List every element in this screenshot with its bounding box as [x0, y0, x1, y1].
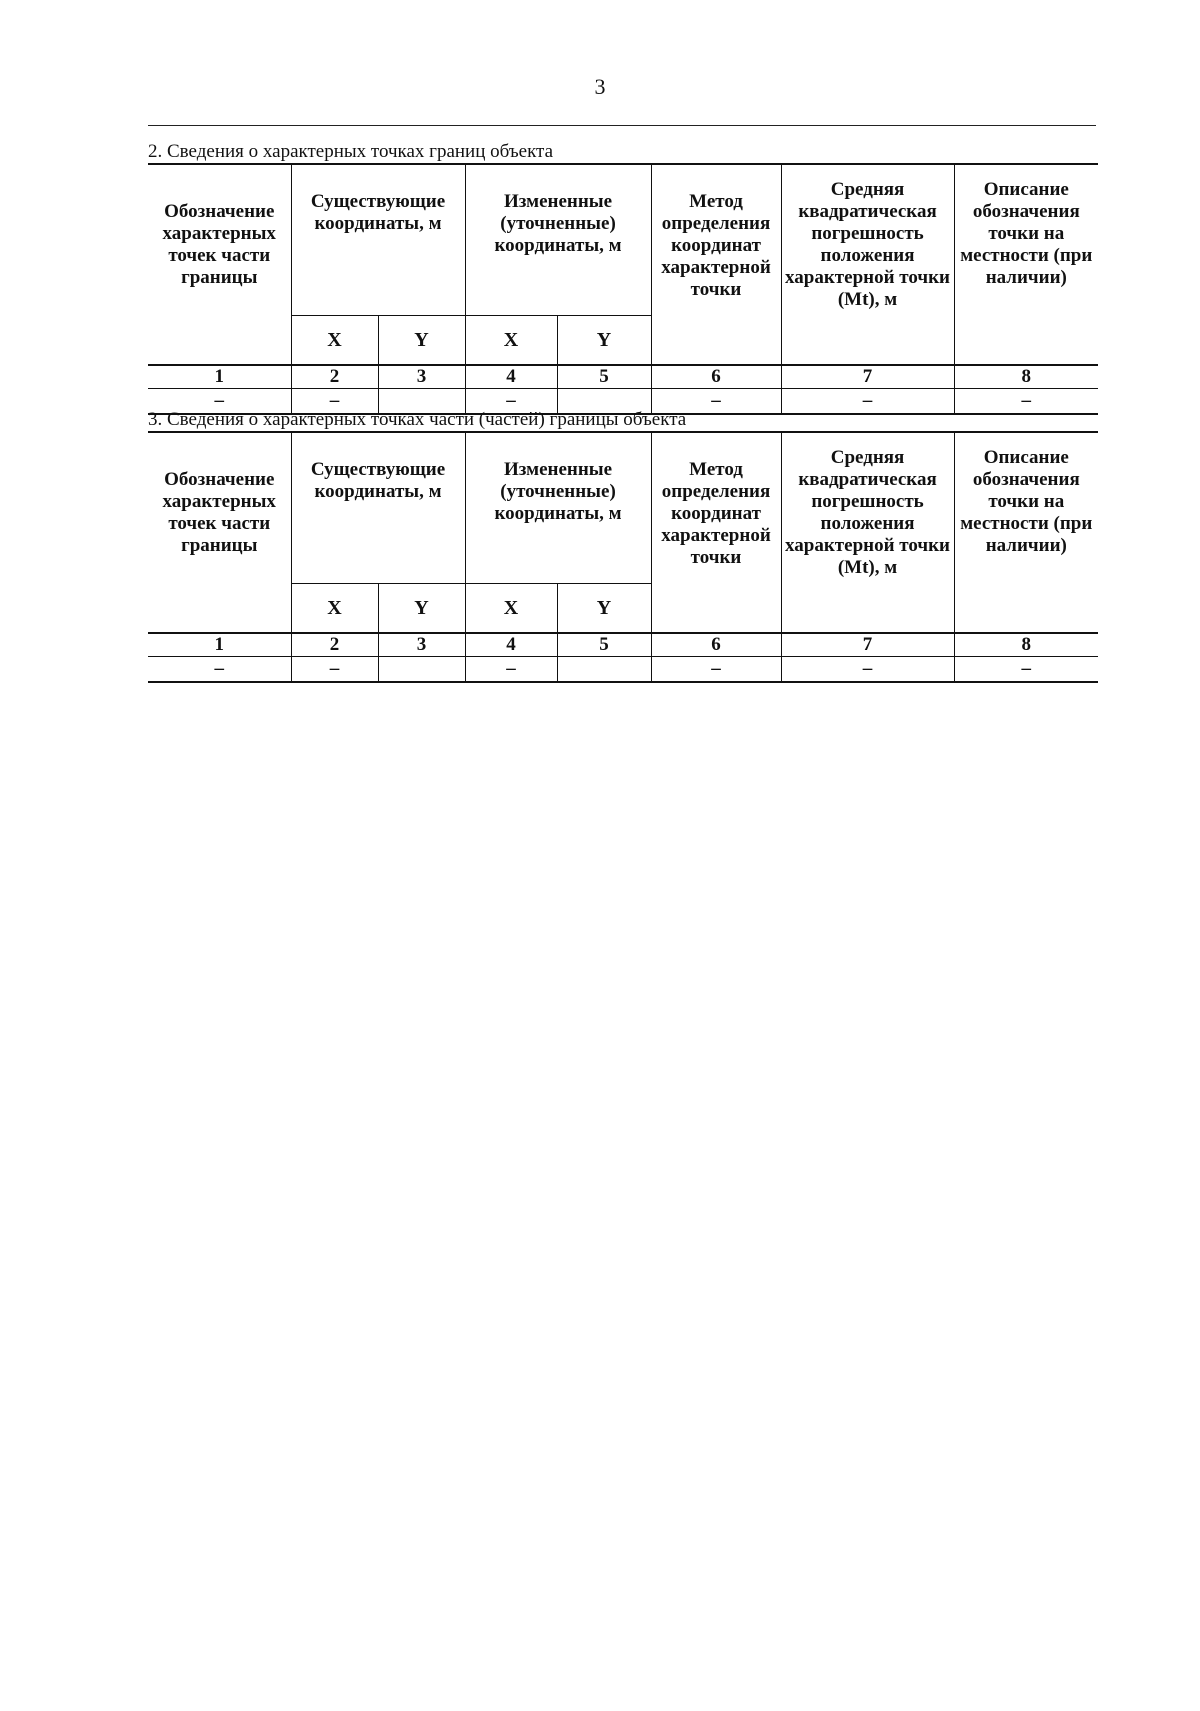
- header-x-existing: X: [291, 584, 378, 634]
- header-y-existing: Y: [378, 316, 465, 366]
- header-changed-coords: Измененные (уточненные) координаты, м: [465, 432, 651, 584]
- table-cell: –: [465, 657, 557, 683]
- column-numbers-row: [148, 633, 1098, 657]
- header-description: Описание обозначения точки на местности (при наличии): [954, 432, 1098, 633]
- col-number: 1: [148, 633, 291, 657]
- col-number: 1: [148, 365, 291, 389]
- header-mean-error: Средняя квадратическая погрешность положения характерной точки (Mt), м: [781, 432, 954, 633]
- table-cell: –: [291, 389, 378, 415]
- table-cell: –: [954, 389, 1098, 415]
- header-point-designation: Обозначение характерных точек части границы: [148, 164, 291, 365]
- col-number: 3: [378, 365, 465, 389]
- col-number: 5: [557, 633, 651, 657]
- table-cell: –: [148, 389, 291, 415]
- col-number: 7: [781, 633, 954, 657]
- page-number: 3: [594, 74, 606, 99]
- table-cell: –: [291, 657, 378, 683]
- table-cell: –: [651, 389, 781, 415]
- table-cell: –: [954, 657, 1098, 683]
- col-number: 8: [954, 633, 1098, 657]
- table-cell: [557, 657, 651, 683]
- col-number: 6: [651, 633, 781, 657]
- header-x-changed: X: [465, 316, 557, 366]
- table-cell: –: [781, 657, 954, 683]
- table-cell: [378, 657, 465, 683]
- header-existing-coords: Существующие координаты, м: [291, 164, 465, 316]
- column-numbers-row: [148, 365, 1098, 389]
- col-number: 5: [557, 365, 651, 389]
- top-rule: [148, 125, 1096, 126]
- header-existing-coords: Существующие координаты, м: [291, 432, 465, 584]
- table-cell: –: [148, 657, 291, 683]
- header-point-designation: Обозначение характерных точек части границы: [148, 432, 291, 633]
- section-title: 3. Сведения о характерных точках части (частей) границы объекта: [148, 409, 687, 430]
- col-number: 4: [465, 365, 557, 389]
- part-boundary-points-table: [148, 431, 1098, 683]
- header-mean-error: Средняя квадратическая погрешность положения характерной точки (Mt), м: [781, 164, 954, 365]
- col-number: 4: [465, 633, 557, 657]
- section-part-boundary-points: [148, 409, 1098, 683]
- section-title: 2. Сведения о характерных точках границ объекта: [148, 141, 554, 162]
- header-y-existing: Y: [378, 584, 465, 634]
- header-x-changed: X: [465, 584, 557, 634]
- header-x-existing: X: [291, 316, 378, 366]
- header-method: Метод определения координат характерной точки: [651, 164, 781, 365]
- col-number: 2: [291, 365, 378, 389]
- col-number: 7: [781, 365, 954, 389]
- header-y-changed: Y: [557, 316, 651, 366]
- col-number: 2: [291, 633, 378, 657]
- section-boundary-points: [148, 141, 1098, 415]
- col-number: 8: [954, 365, 1098, 389]
- col-number: 3: [378, 633, 465, 657]
- header-changed-coords: Измененные (уточненные) координаты, м: [465, 164, 651, 316]
- header-method: Метод определения координат характерной точки: [651, 432, 781, 633]
- boundary-points-table: [148, 163, 1098, 415]
- table-cell: –: [651, 657, 781, 683]
- header-y-changed: Y: [557, 584, 651, 634]
- table-cell: –: [781, 389, 954, 415]
- header-description: Описание обозначения точки на местности (при наличии): [954, 164, 1098, 365]
- table-cell: –: [465, 389, 557, 415]
- table-row: [148, 657, 1098, 683]
- col-number: 6: [651, 365, 781, 389]
